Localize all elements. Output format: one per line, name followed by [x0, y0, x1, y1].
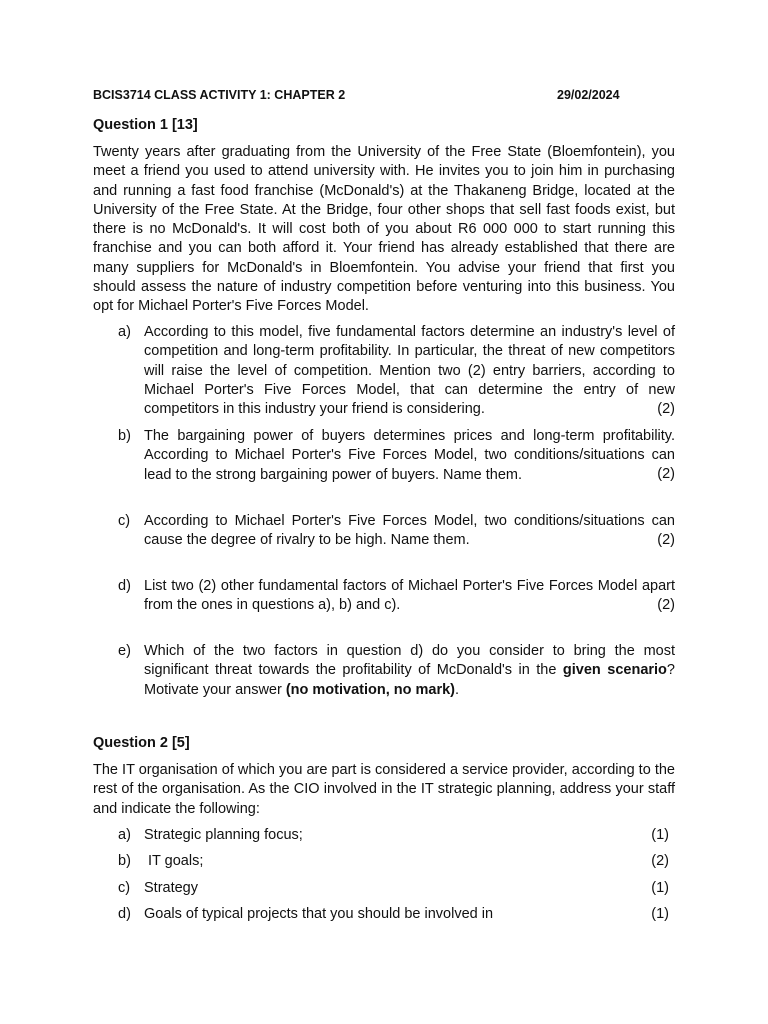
item-text: IT goals;: [144, 853, 204, 869]
item-text: Goals of typical projects that you should be involved in: [144, 906, 494, 922]
item-marks: (2): [657, 466, 675, 482]
course-title: BCIS3714 CLASS ACTIVITY 1: CHAPTER 2: [93, 88, 346, 102]
question-2-intro: The IT organisation of which you are part is considered a service provider, according to the rest of the organisation. As the CIO involved in the IT strategic planning, address your staff and indicate the following:: [93, 762, 675, 817]
emphasis-given-scenario: given scenario: [562, 662, 667, 679]
item-marks: (1): [651, 906, 669, 922]
question-1-item-a: [118, 323, 675, 419]
question-1-item-e: [118, 642, 675, 700]
item-text: List two (2) other fundamental factors of Michael Porter's Five Forces Model apart from the ones in questions a), b) and c).: [144, 578, 675, 614]
question-2-item-d: [118, 905, 675, 924]
item-text: According to this model, five fundamental factors determine an industry's level of competition and long-term profitability. In particular, the threat of new competitors will raise the level of competition. Mention two (2) entry barriers, according to Michael Porter's Five Forces Model, that can determine the entry of new competitors in this industry your friend is considering.: [144, 324, 675, 418]
question-2-title: Question 2 [5]: [93, 735, 190, 751]
item-label: a): [118, 827, 131, 843]
item-marks: (2): [657, 597, 675, 613]
item-marks: (2): [657, 532, 675, 548]
question-1-intro: Twenty years after graduating from the University of the Free State (Bloemfontein), you meet a friend you used to attend university with. He invites you to join him in purchasing and running a fast food franchise (McDonald's) at the Thakaneng Bridge, located at the University of the Free State. At the Bridge, four other shops that sell fast foods exist, but there is no McDonald's. It will cost both of you about R6 000 000 to start running this franchise and you can both afford it. Your friend has already established that there are many suppliers for McDonald's in Bloemfontein. You advise your friend that first you should assess the nature of industry competition before venturing into this business. You opt for Michael Porter's Five Forces Model.: [93, 144, 675, 315]
item-label: e): [118, 643, 131, 659]
question-2-item-c: [118, 879, 675, 898]
item-text: The bargaining power of buyers determines prices and long-term profitability. According to Michael Porter's Five Forces Model, two conditions/situations can lead to the strong bargaining power of buyers. Name them.: [144, 428, 675, 483]
question-1-item-b: [118, 427, 675, 485]
question-1-item-c: [118, 512, 675, 551]
item-label: c): [118, 513, 131, 529]
item-text: Strategic planning focus;: [144, 827, 303, 843]
item-marks: (2): [657, 401, 675, 417]
item-label: a): [118, 324, 131, 340]
item-label: d): [118, 906, 131, 922]
item-text: Which of the two factors in question d) do you consider to bring the most significant threat towards the profitability of McDonald's in the given scenario? Motivate your answer (no motivation, no mark).: [144, 643, 675, 698]
question-2-item-a: [118, 826, 675, 845]
item-label: b): [118, 428, 131, 444]
question-2-item-b: [118, 852, 675, 871]
item-text: According to Michael Porter's Five Forces Model, two conditions/situations can cause the degree of rivalry to be high. Name them.: [144, 513, 675, 549]
question-1-item-d: [118, 577, 675, 616]
document-date: 29/02/2024: [557, 88, 620, 102]
emphasis-no-motivation: (no motivation, no mark): [285, 681, 456, 698]
item-text: Strategy: [144, 880, 198, 896]
item-label: b): [118, 853, 131, 869]
item-marks: (2): [651, 853, 669, 869]
item-label: c): [118, 880, 131, 896]
item-marks: (1): [651, 827, 669, 843]
item-label: d): [118, 578, 131, 594]
question-1-title: Question 1 [13]: [93, 117, 198, 133]
document-header: [93, 88, 675, 106]
item-marks: (1): [651, 880, 669, 896]
